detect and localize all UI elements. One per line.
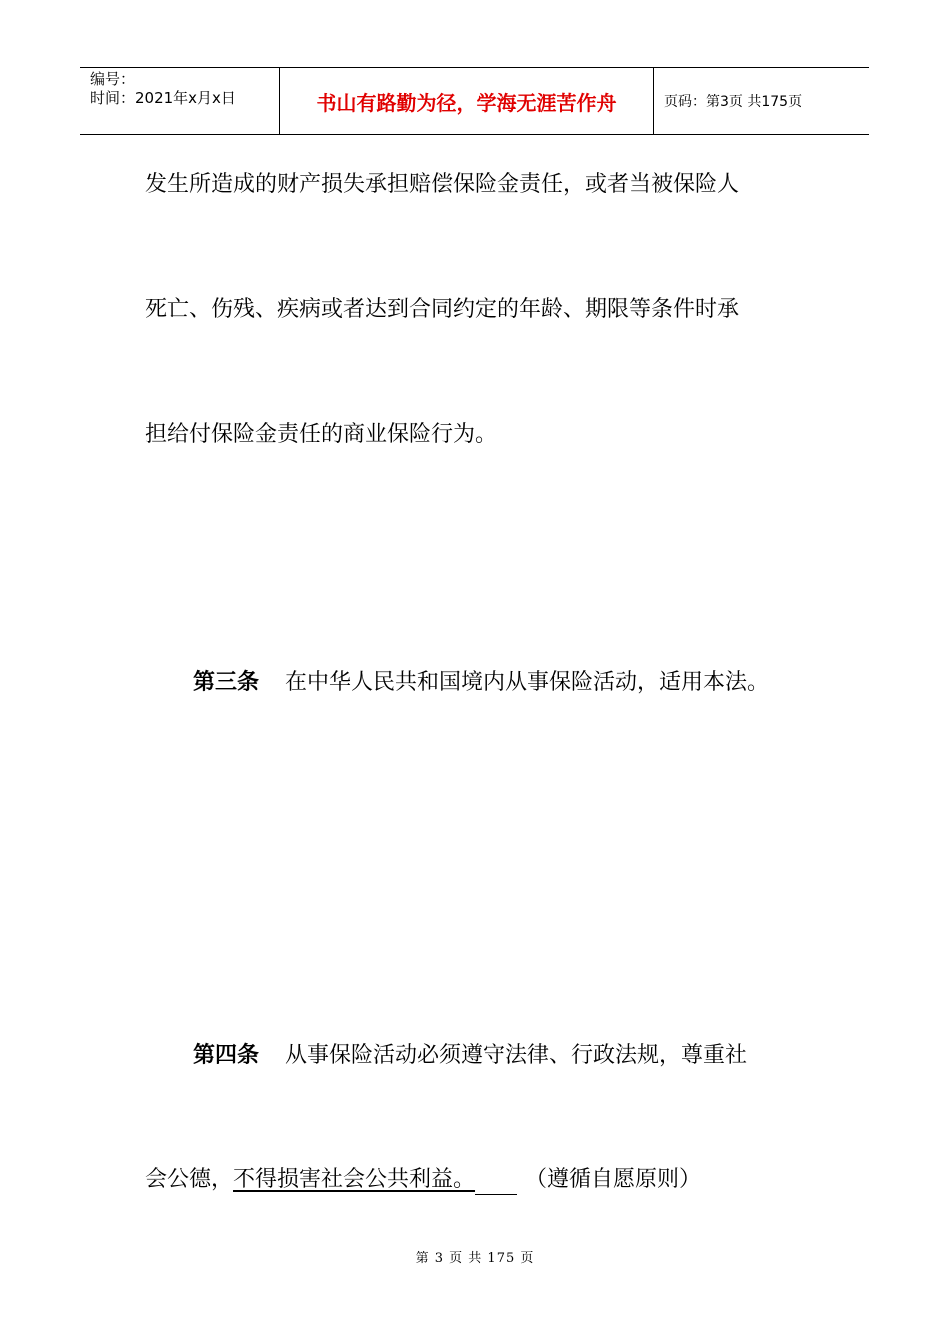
body-line-1: 发生所造成的财产损失承担赔偿保险金责任，或者当被保险人 — [145, 172, 740, 197]
article-4-note: （遵循自愿原则） — [525, 1167, 702, 1192]
header-page-indicator: 页码：第3页 共175页 — [664, 94, 803, 110]
article-4-line-2 — [145, 1165, 701, 1195]
article-4 — [193, 1041, 747, 1071]
page-footer: 第 3 页 共 175 页 — [415, 1251, 535, 1266]
header-motto: 书山有路勤为径，学海无涯苦作舟 — [280, 68, 654, 134]
article-4-text: 从事保险活动必须遵守法律、行政法规，尊重社 — [285, 1043, 748, 1068]
article-3-label: 第三条 — [193, 670, 260, 695]
page-header — [80, 67, 869, 135]
underline-blank — [475, 1170, 517, 1195]
header-meta-cell — [80, 68, 280, 134]
article-3 — [193, 668, 769, 698]
article-4-label: 第四条 — [193, 1043, 260, 1068]
document-date-label: 时间：2021年x月x日 — [90, 89, 236, 107]
article-3-text: 在中华人民共和国境内从事保险活动，适用本法。 — [285, 670, 770, 695]
body-line-2: 死亡、伤残、疾病或者达到合同约定的年龄、期限等条件时承 — [145, 297, 740, 322]
article-4-underlined-text: 不得损害社会公共利益。 — [233, 1167, 476, 1192]
article-4-line2-prefix: 会公德， — [145, 1167, 234, 1192]
body-line-3: 担给付保险金责任的商业保险行为。 — [145, 422, 498, 447]
document-number-label: 编号： — [90, 70, 136, 88]
